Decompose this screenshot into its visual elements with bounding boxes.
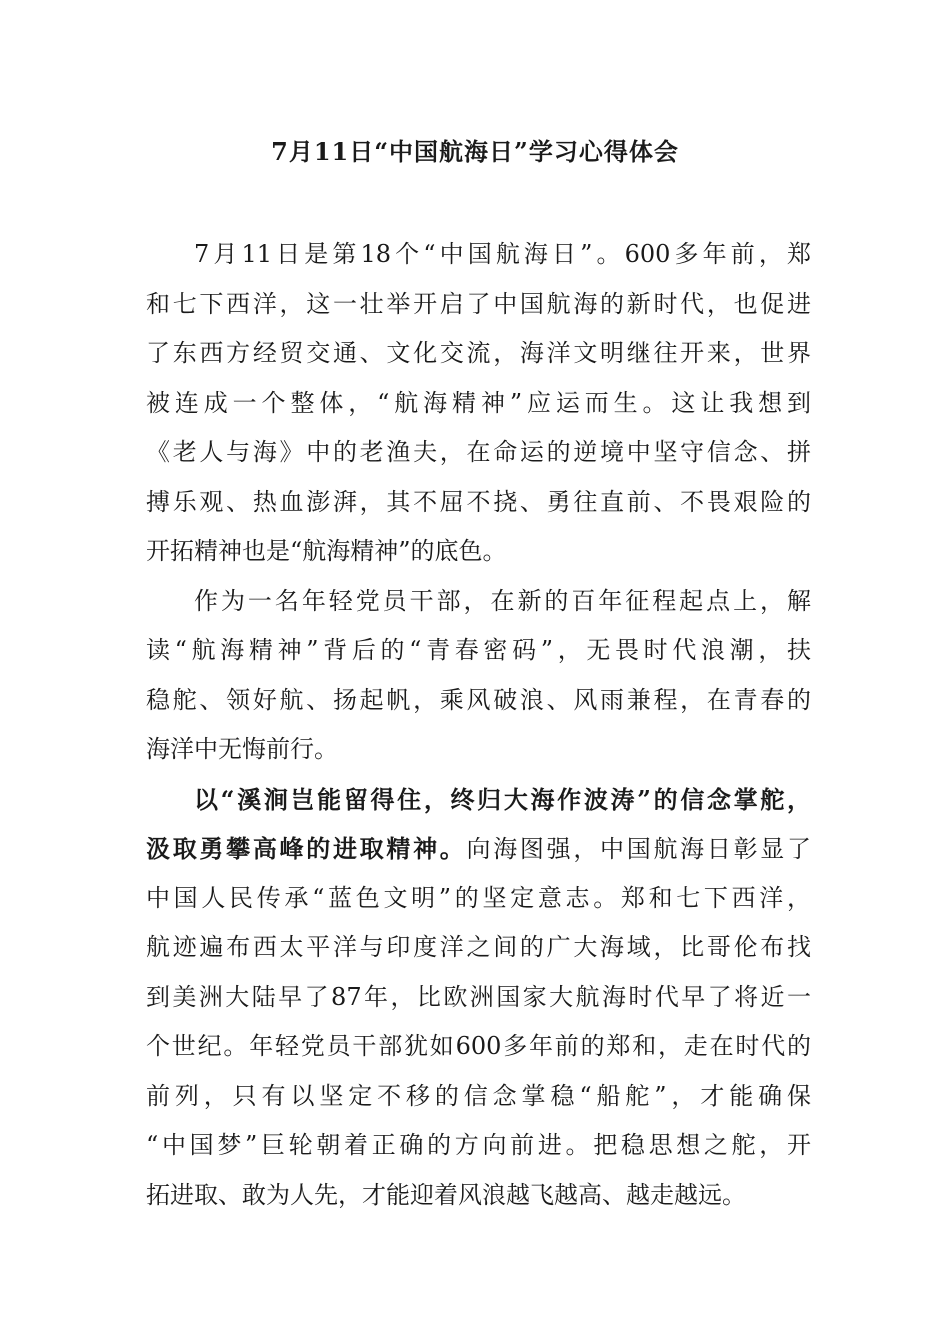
text-line: 读“航海精神”背后的“青春密码”，无畏时代浪潮，扶: [146, 636, 811, 664]
text-line: 7月11日是第18个“中国航海日”。600多年前，郑: [194, 240, 811, 268]
text-line: 被连成一个整体，“航海精神”应运而生。这让我想到: [146, 388, 811, 417]
paragraph-3: [146, 775, 811, 1221]
text-line: 海洋中无悔前行。: [146, 735, 338, 763]
text-line: 作为一名年轻党员干部，在新的百年征程起点上，解: [194, 586, 811, 615]
paragraph-2: [146, 577, 811, 775]
text-line: 拓进取、敢为人先，才能迎着风浪越飞越高、越走越远。: [146, 1180, 746, 1209]
document-body: [146, 230, 811, 1220]
text-line: 中国人民传承“蓝色文明”的坚定意志。郑和七下西洋，: [146, 883, 811, 912]
text-line: [146, 824, 811, 874]
text-line: 航迹遍布西太平洋与印度洋之间的广大海域，比哥伦布找: [146, 933, 811, 961]
text-line: 《老人与海》中的老渔夫，在命运的逆境中坚守信念、拼: [146, 438, 811, 466]
text-line: 个世纪。年轻党员干部犹如600多年前的郑和，走在时代的: [146, 1032, 811, 1060]
text-line: 搏乐观、热血澎湃，其不屈不挠、勇往直前、不畏艰险的: [146, 487, 811, 516]
text-line: 前列，只有以坚定不移的信念掌稳“船舵”，才能确保: [146, 1081, 811, 1110]
text-line: 到美洲大陆早了87年，比欧洲国家大航海时代早了将近一: [146, 982, 811, 1011]
text-line: 稳舵、领好航、扬起帆，乘风破浪、风雨兼程，在青春的: [146, 685, 811, 714]
bold-lead-end: 汲取勇攀高峰的进取精神。: [146, 834, 467, 863]
text-line: 了东西方经贸交通、文化交流，海洋文明继往开来，世界: [146, 339, 811, 367]
document-title: 7月11日“中国航海日”学习心得体会: [271, 137, 679, 166]
bold-lead-line: 以“溪涧岂能留得住，终归大海作波涛”的信念掌舵，: [194, 784, 811, 814]
text-line: 和七下西洋，这一壮举开启了中国航海的新时代，也促进: [146, 289, 811, 318]
paragraph-1: [146, 230, 811, 577]
text-line: 开拓精神也是“航海精神”的底色。: [146, 537, 507, 565]
text-line: “中国梦”巨轮朝着正确的方向前进。把稳思想之舵，开: [146, 1131, 811, 1159]
text-line-rest: 向海图强，中国航海日彰显了: [466, 835, 811, 863]
